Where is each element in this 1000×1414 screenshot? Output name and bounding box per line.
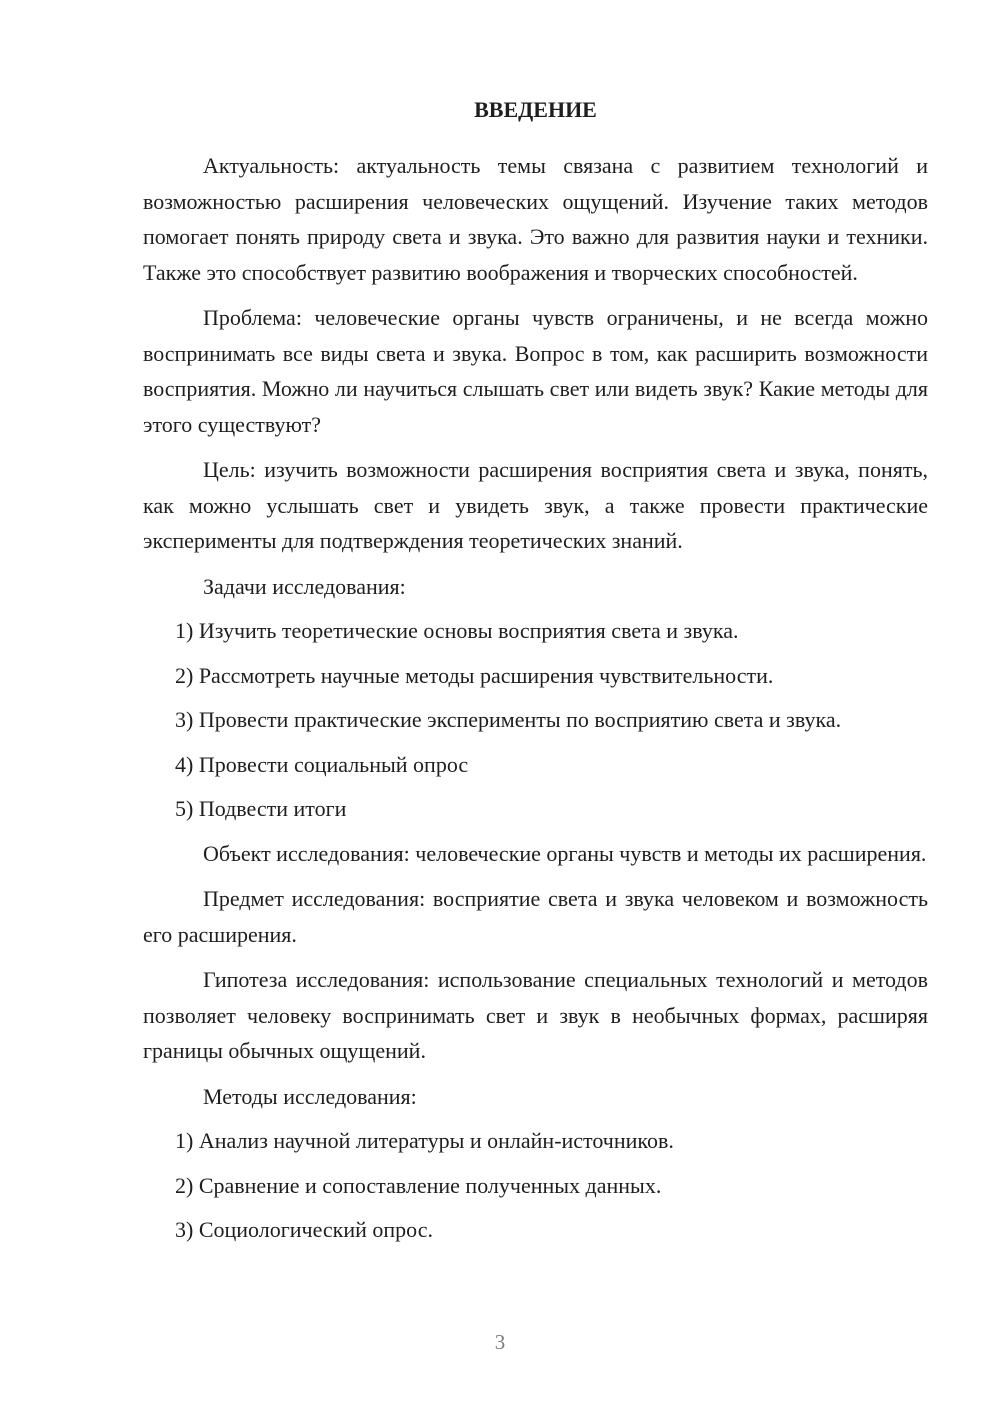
task-item: 5) Подвести итоги bbox=[175, 796, 347, 821]
methods-heading: Методы исследования: bbox=[203, 1083, 417, 1109]
tasks-heading: Задачи исследования: bbox=[203, 573, 406, 599]
task-item: 1) Изучить теоретические основы восприятия света и звука. bbox=[175, 618, 739, 643]
page-number: 3 bbox=[494, 1330, 506, 1354]
method-item: 3) Социологический опрос. bbox=[175, 1217, 433, 1242]
problem-paragraph: Проблема: человеческие органы чувств ограничены, и не всегда можно воспринимать все виды света и звука. Вопрос в том, как расширить возможности восприятия. Можно ли научиться слышать свет или видеть звук? Какие методы для этого существуют? bbox=[143, 305, 928, 437]
goal-paragraph: Цель: изучить возможности расширения восприятия света и звука, понять, как можно услышать свет и увидеть звук, а также провести практические эксперименты для подтверждения теоретических знаний. bbox=[143, 457, 928, 553]
task-item: 4) Провести социальный опрос bbox=[175, 751, 469, 777]
hypothesis-paragraph: Гипотеза исследования: использование специальных технологий и методов позволяет человеку воспринимать свет и звук в необычных формах, расширяя границы обычных ощущений. bbox=[143, 967, 928, 1063]
method-item: 1) Анализ научной литературы и онлайн-источников. bbox=[175, 1128, 674, 1153]
task-item: 2) Рассмотреть научные методы расширения чувствительности. bbox=[175, 662, 774, 688]
task-item: 3) Провести практические эксперименты по восприятию света и звука. bbox=[175, 707, 842, 732]
page-title: ВВЕДЕНИЕ bbox=[474, 97, 597, 122]
subject-paragraph: Предмет исследования: восприятие света и звука человеком и возможность его расширения. bbox=[143, 886, 928, 947]
object-paragraph: Объект исследования: человеческие органы чувств и методы их расширения. bbox=[203, 840, 927, 866]
method-item: 2) Сравнение и сопоставление полученных данных. bbox=[175, 1172, 662, 1198]
relevance-paragraph: Актуальность: актуальность темы связана с развитием технологий и возможностью расширения человеческих ощущений. Изучение таких методов помогает понять природу света и звука. Это важно для развития науки и техники. Также это способствует развитию воображения и творческих способностей. bbox=[143, 153, 928, 285]
document-page bbox=[143, 92, 928, 1257]
